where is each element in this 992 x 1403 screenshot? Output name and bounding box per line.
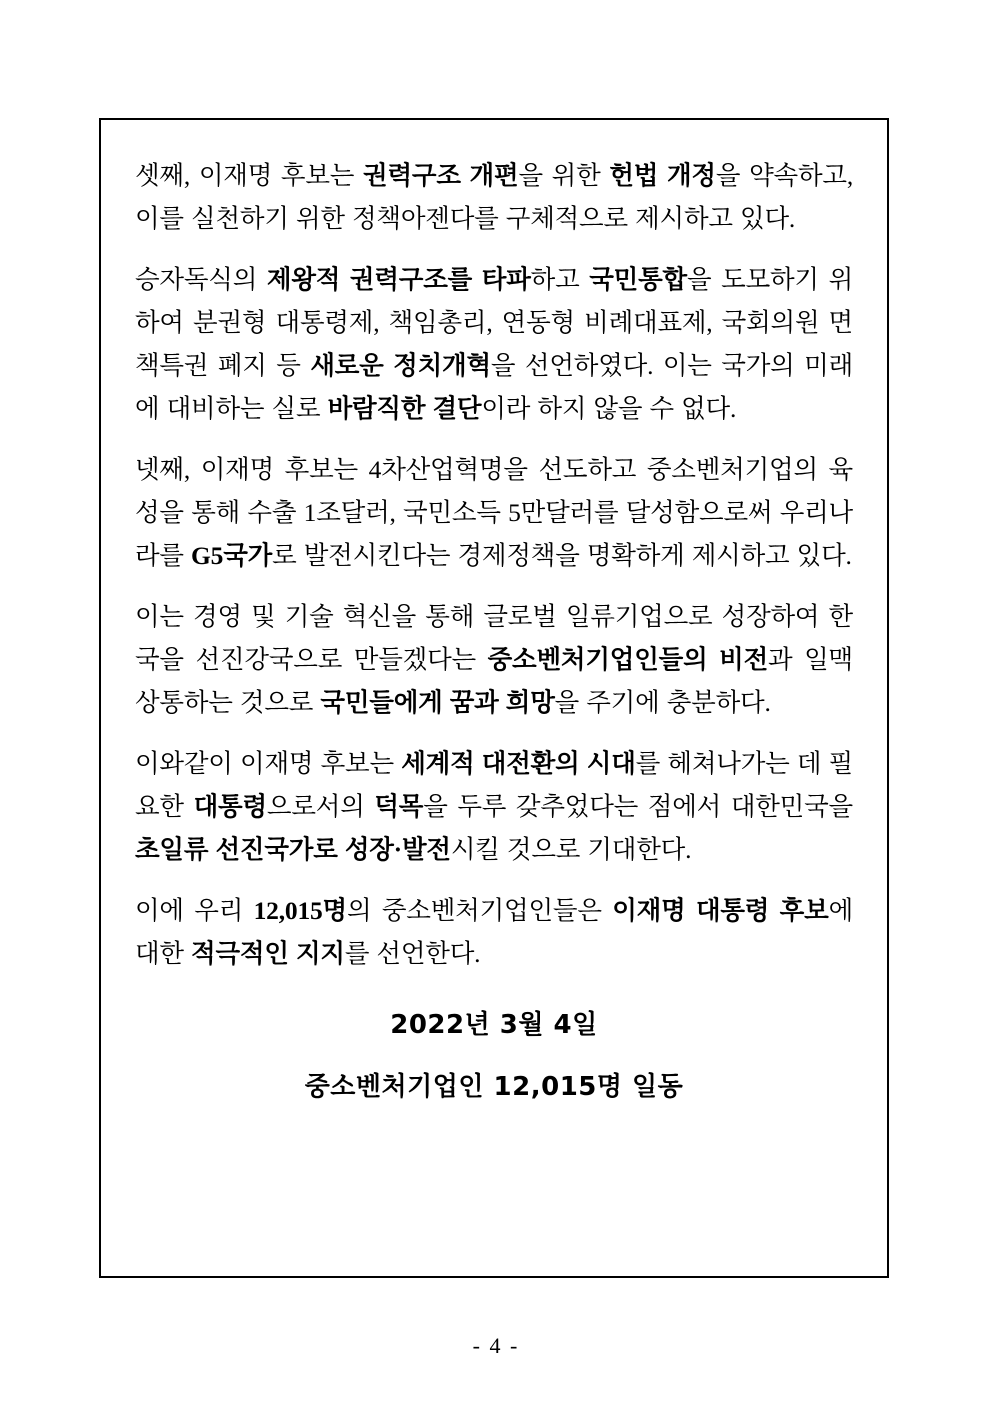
emphasis-text: 덕목: [374, 792, 424, 821]
body-text: 에 대한: [135, 896, 853, 968]
emphasis-text: G5국가: [191, 541, 273, 570]
body-text: 넷째, 이재명 후보는 4차산업혁명을 선도하고 중소벤처기업의 육성을 통해 수출 1조달러, 국민소득 5만달러를 달성함으로써 우리나라를: [135, 455, 853, 570]
emphasis-text: 12,015명: [253, 896, 347, 925]
body-text: 을 두루 갖추었다는 점에서 대한민국을: [423, 792, 853, 821]
signature-date: 2022년 3월 4일: [390, 1010, 598, 1040]
paragraph-1: [135, 154, 853, 240]
body-text: 을 선언하였다. 이는 국가의 미래에 대비하는 실로: [135, 351, 853, 423]
body-text: 을 약속하고, 이를 실천하기 위한 정책아젠다를 구체적으로 제시하고 있다.: [135, 161, 853, 233]
emphasis-text: 권력구조 개편: [363, 161, 519, 190]
paragraph-6: [135, 889, 853, 975]
paragraph-4: [135, 595, 853, 724]
emphasis-text: 국민들에게 꿈과 희망: [320, 688, 555, 717]
body-text: 로 발전시킨다는 경제정책을 명확하게 제시하고 있다.: [272, 541, 852, 570]
body-text: 이와같이 이재명 후보는: [135, 749, 402, 778]
emphasis-text: 이재명 대통령 후보: [612, 896, 829, 925]
emphasis-text: 초일류 선진국가로 성장·발전: [135, 835, 451, 864]
body-text: 이에 우리: [135, 896, 254, 925]
emphasis-text: 헌법 개정: [609, 161, 716, 190]
emphasis-text: 국민통합: [589, 265, 687, 294]
body-text: 셋째, 이재명 후보는: [135, 161, 364, 190]
emphasis-text: 대통령: [193, 792, 267, 821]
body-text: 를 헤쳐나가는 데 필요한: [135, 749, 854, 821]
signature-signatory: 중소벤처기업인 12,015명 일동: [304, 1072, 684, 1102]
body-text: 과 일맥상통하는 것으로: [135, 645, 853, 717]
paragraph-3: [135, 448, 853, 577]
body-text: 를 선언한다.: [344, 939, 481, 968]
paragraph-2: [135, 258, 853, 430]
signature-block: [135, 1001, 853, 1111]
page-number: - 4 -: [472, 1333, 520, 1358]
body-text: 을 위한: [518, 161, 610, 190]
paragraph-5: [135, 742, 853, 871]
body-text: 하고: [530, 265, 590, 294]
body-text: 을 도모하기 위하여 분권형 대통령제, 책임총리, 연동형 비례대표제, 국회의원 면책특권 폐지 등: [135, 265, 854, 380]
body-text: 의 중소벤처기업인들은: [346, 896, 613, 925]
body-text: 시킬 것으로 기대한다.: [450, 835, 692, 864]
emphasis-text: 중소벤처기업인들의 비전: [487, 645, 769, 674]
document-body-frame: [99, 118, 889, 1278]
emphasis-text: 적극적인 지지: [191, 939, 345, 968]
body-text: 이라 하지 않을 수 없다.: [481, 394, 737, 423]
body-text: 승자독식의: [135, 265, 267, 294]
emphasis-text: 제왕적 권력구조를 타파: [266, 265, 531, 294]
emphasis-text: 바람직한 결단: [327, 394, 482, 423]
emphasis-text: 새로운 정치개혁: [310, 351, 491, 380]
emphasis-text: 세계적 대전환의 시대: [401, 749, 636, 778]
body-text: 이는 경영 및 기술 혁신을 통해 글로벌 일류기업으로 성장하여 한국을 선진강국으로 만들겠다는: [135, 602, 853, 674]
body-text: 을 주기에 충분하다.: [554, 688, 771, 717]
body-text: 으로서의: [266, 792, 375, 821]
